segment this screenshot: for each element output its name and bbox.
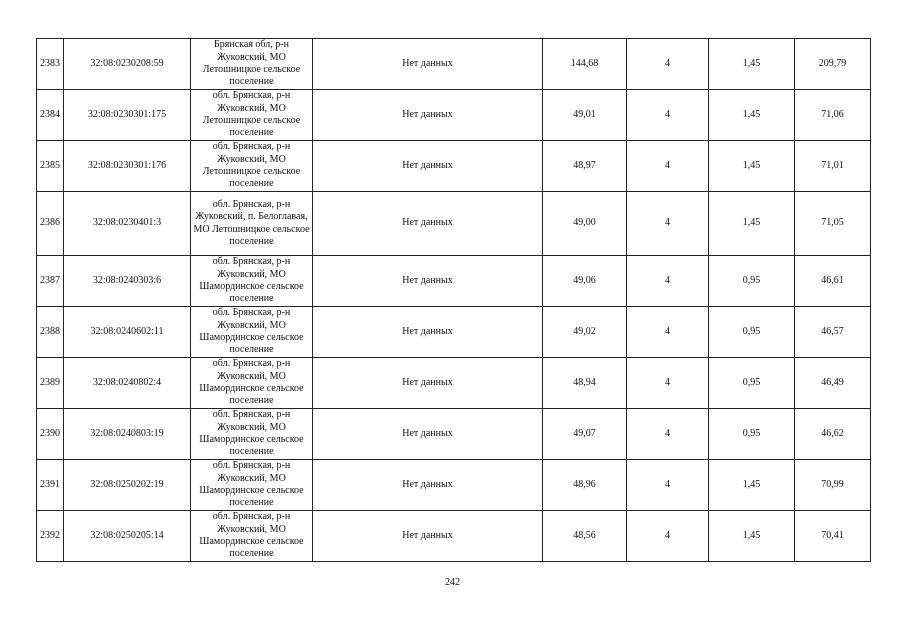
status-cell: Нет данных (313, 39, 543, 90)
area-cell: 49,02 (543, 307, 627, 358)
table-row (37, 307, 871, 358)
cadastral-number: 32:08:0250202:19 (64, 460, 191, 511)
row-number: 2385 (37, 141, 64, 192)
table-row (37, 358, 871, 409)
address-cell: Брянская обл, р-н Жуковский, МО Летошницкое сельское поселение (191, 39, 313, 90)
total-cell: 71,01 (795, 141, 871, 192)
cadastral-number: 32:08:0240303:6 (64, 256, 191, 307)
page-number: 242 (445, 577, 460, 588)
rate-cell: 1,45 (709, 192, 795, 256)
total-cell: 46,49 (795, 358, 871, 409)
total-cell: 70,41 (795, 511, 871, 562)
category-cell: 4 (627, 141, 709, 192)
rate-cell: 0,95 (709, 307, 795, 358)
table-row (37, 256, 871, 307)
cadastral-number: 32:08:0230401:3 (64, 192, 191, 256)
area-cell: 49,06 (543, 256, 627, 307)
area-cell: 48,96 (543, 460, 627, 511)
total-cell: 46,61 (795, 256, 871, 307)
category-cell: 4 (627, 511, 709, 562)
category-cell: 4 (627, 90, 709, 141)
rate-cell: 0,95 (709, 358, 795, 409)
table-row (37, 90, 871, 141)
category-cell: 4 (627, 358, 709, 409)
area-cell: 49,07 (543, 409, 627, 460)
row-number: 2386 (37, 192, 64, 256)
category-cell: 4 (627, 256, 709, 307)
rate-cell: 1,45 (709, 90, 795, 141)
cadastral-number: 32:08:0230301:175 (64, 90, 191, 141)
cadastral-number: 32:08:0230208:59 (64, 39, 191, 90)
status-cell: Нет данных (313, 460, 543, 511)
address-cell: обл. Брянская, р-н Жуковский, МО Шамординское сельское поселение (191, 460, 313, 511)
status-cell: Нет данных (313, 307, 543, 358)
row-number: 2388 (37, 307, 64, 358)
address-cell: обл. Брянская, р-н Жуковский, МО Шамординское сельское поселение (191, 409, 313, 460)
table-row (37, 192, 871, 256)
cadastral-number: 32:08:0250205:14 (64, 511, 191, 562)
category-cell: 4 (627, 39, 709, 90)
total-cell: 71,05 (795, 192, 871, 256)
area-cell: 49,01 (543, 90, 627, 141)
table-row (37, 511, 871, 562)
address-cell: обл. Брянская, р-н Жуковский, МО Шамординское сельское поселение (191, 307, 313, 358)
row-number: 2391 (37, 460, 64, 511)
row-number: 2389 (37, 358, 64, 409)
rate-cell: 1,45 (709, 39, 795, 90)
category-cell: 4 (627, 409, 709, 460)
rate-cell: 1,45 (709, 460, 795, 511)
status-cell: Нет данных (313, 90, 543, 141)
area-cell: 49,00 (543, 192, 627, 256)
status-cell: Нет данных (313, 256, 543, 307)
category-cell: 4 (627, 307, 709, 358)
total-cell: 70,99 (795, 460, 871, 511)
rate-cell: 1,45 (709, 141, 795, 192)
row-number: 2390 (37, 409, 64, 460)
status-cell: Нет данных (313, 358, 543, 409)
table-row (37, 39, 871, 90)
cadastral-number: 32:08:0240803:19 (64, 409, 191, 460)
status-cell: Нет данных (313, 141, 543, 192)
status-cell: Нет данных (313, 192, 543, 256)
rate-cell: 0,95 (709, 409, 795, 460)
cadastral-number: 32:08:0240602:11 (64, 307, 191, 358)
status-cell: Нет данных (313, 409, 543, 460)
address-cell: обл. Брянская, р-н Жуковский, п. Белоглавая, МО Летошницкое сельское поселение (191, 192, 313, 256)
status-cell: Нет данных (313, 511, 543, 562)
total-cell: 46,62 (795, 409, 871, 460)
address-cell: обл. Брянская, р-н Жуковский, МО Летошницкое сельское поселение (191, 90, 313, 141)
area-cell: 48,97 (543, 141, 627, 192)
total-cell: 209,79 (795, 39, 871, 90)
address-cell: обл. Брянская, р-н Жуковский, МО Шамординское сельское поселение (191, 256, 313, 307)
table-row (37, 409, 871, 460)
rate-cell: 0,95 (709, 256, 795, 307)
row-number: 2383 (37, 39, 64, 90)
cadastral-number: 32:08:0240802:4 (64, 358, 191, 409)
row-number: 2387 (37, 256, 64, 307)
area-cell: 48,56 (543, 511, 627, 562)
row-number: 2384 (37, 90, 64, 141)
table-row (37, 460, 871, 511)
row-number: 2392 (37, 511, 64, 562)
registry-table (36, 38, 871, 562)
total-cell: 46,57 (795, 307, 871, 358)
category-cell: 4 (627, 192, 709, 256)
table-row (37, 141, 871, 192)
area-cell: 48,94 (543, 358, 627, 409)
address-cell: обл. Брянская, р-н Жуковский, МО Летошницкое сельское поселение (191, 141, 313, 192)
total-cell: 71,06 (795, 90, 871, 141)
category-cell: 4 (627, 460, 709, 511)
address-cell: обл. Брянская, р-н Жуковский, МО Шамординское сельское поселение (191, 358, 313, 409)
rate-cell: 1,45 (709, 511, 795, 562)
area-cell: 144,68 (543, 39, 627, 90)
address-cell: обл. Брянская, р-н Жуковский, МО Шамординское сельское поселение (191, 511, 313, 562)
cadastral-number: 32:08:0230301:176 (64, 141, 191, 192)
